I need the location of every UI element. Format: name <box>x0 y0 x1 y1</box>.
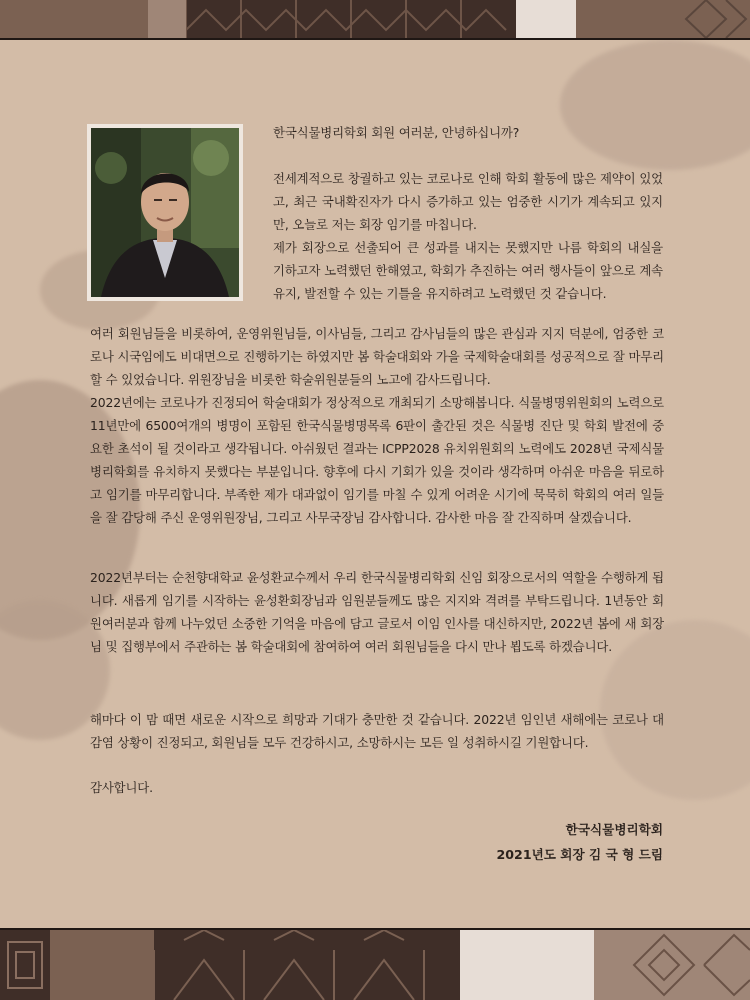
paragraph-3: 2022년부터는 순천향대학교 윤성환교수께서 우리 한국식물병리학회 신임 회장으로서의 역할을 수행하게 됩니다. 새롭게 임기를 시작하는 윤성환회장님과 임원분들께도 많은 지지와 격려를 부탁드립니다. 1년동안 회원여러분과 함께 나누었던 소중한 기억을 마음에 담고 글로서 이임 인사를 대신하지만, 2022년 봄에 새 회장님 및 집행부에서 주관하는 봄 학술대회에 참여하여 여러 회원님들을 다시 만나 뵙도록 하겠습니다. <box>90 570 664 654</box>
paragraph-2-part-1: 여러 회원님들을 비롯하여, 운영위원님들, 이사님들, 그리고 감사님들의 많은 관심과 지지 덕분에, 엄중한 코로나 시국임에도 비대면으로 진행하기는 하였지만 봄 학술대회와 가을 국제학술대회를 성공적으로 잘 마무리할 수 있었습니다. 위원장님을 비롯한 학술위원분들의 노고에 감사드립니다. <box>90 326 664 387</box>
closing-line: 감사합니다. <box>90 780 153 795</box>
border-pattern <box>576 0 750 38</box>
paragraph-2-part-2: 2022년에는 코로나가 진정되어 학술대회가 정상적으로 개최되기 소망해봅니다. 식물병명위원회의 노력으로 11년만에 6500여개의 병명이 포함된 한국식물병명목록 6판이 출간된 것은 식물병 진단 및 학회 발전에 중요한 초석이 될 것이라고 생각됩니다. 아쉬웠던 결과는 ICPP2028 유치위원회의 노력에도 2028년 국제식물병리학회를 유치하지 못했다는 부분입니다. 향후에 다시 기회가 있을 것이라 생각하며 아쉬운 마음을 뒤로하고 임기를 마무리합니다. 부족한 제가 대과없이 임기를 마칠 수 있게 어려운 시기에 묵묵히 학회의 여러 일들을 잘 감당해 주신 운영위원장님, 그리고 사무국장님 감사합니다. 감사한 마음 잘 간직하며 살겠습니다. <box>90 395 664 525</box>
brush-texture <box>560 40 750 170</box>
paragraph-4: 해마다 이 맘 때면 새로운 시작으로 희망과 기대가 충만한 것 같습니다. 2022년 임인년 새해에는 코로나 대감염 상황이 진정되고, 회원님들 모두 건강하시고, 소망하시는 모든 일 성취하시길 기원합니다. <box>90 712 664 750</box>
paragraph-1 <box>273 167 663 305</box>
signature-name: 2021년도 회장 김 국 형 드림 <box>496 847 663 862</box>
paragraph-2 <box>90 322 664 529</box>
portrait-photo-frame <box>87 124 243 301</box>
top-rule <box>0 38 750 40</box>
border-pattern <box>186 0 516 38</box>
border-segment <box>0 0 148 38</box>
border-segment <box>148 0 186 38</box>
border-pattern <box>154 930 460 1000</box>
top-decorative-border <box>0 0 750 38</box>
president-portrait <box>91 128 239 297</box>
signature-organization: 한국식물병리학회 <box>565 822 663 837</box>
bottom-decorative-border <box>0 930 750 1000</box>
border-segment <box>516 0 576 38</box>
paragraph-1-part-1: 전세계적으로 창궐하고 있는 코로나로 인해 학회 활동에 많은 제약이 있었고, 최근 국내확진자가 다시 증가하고 있는 엄중한 시기가 계속되고 있지만, 오늘로 저는 회장 임기를 마칩니다. <box>273 171 663 232</box>
border-pattern <box>594 930 750 1000</box>
paragraph-1-part-2: 제가 회장으로 선출되어 큰 성과를 내지는 못했지만 나름 학회의 내실을 기하고자 노력했던 한해였고, 학회가 추진하는 여러 행사들이 앞으로 계속 유지, 발전할 수 있는 기틀을 유지하려고 노력했던 것 같습니다. <box>273 240 663 301</box>
border-segment <box>460 930 594 1000</box>
border-pattern <box>0 930 50 1000</box>
greeting-line: 한국식물병리학회 회원 여러분, 안녕하십니까? <box>273 125 520 140</box>
border-segment <box>50 930 154 1000</box>
